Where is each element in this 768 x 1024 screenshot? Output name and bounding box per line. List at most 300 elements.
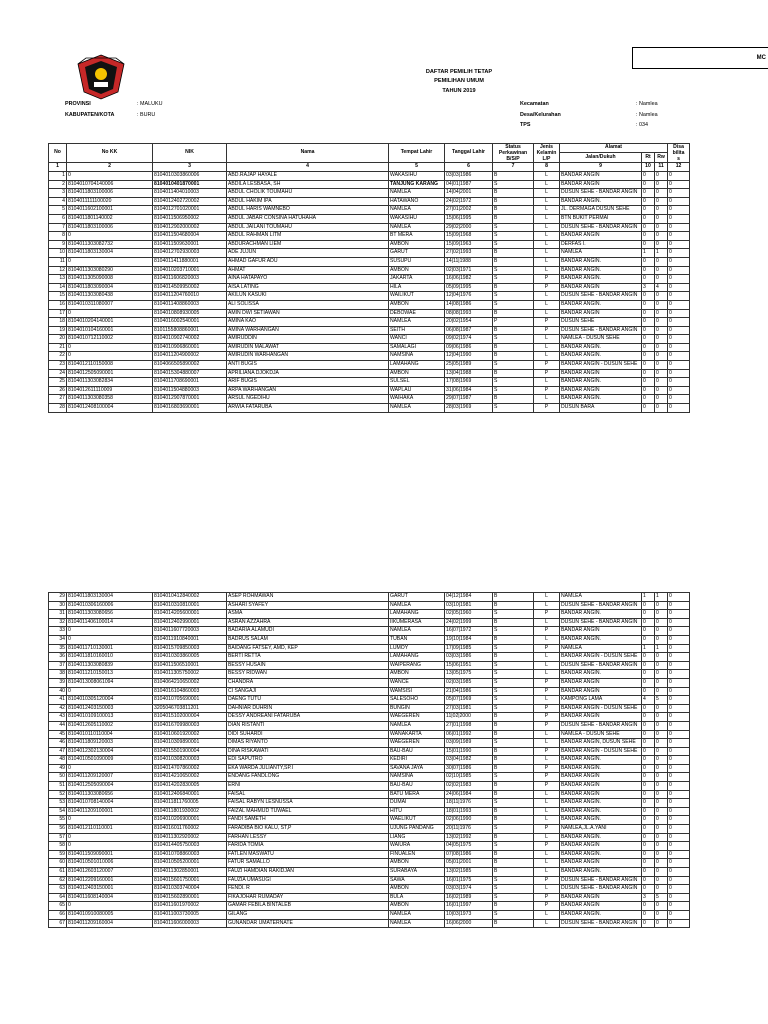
cell-no: 44 xyxy=(49,721,67,730)
cell-rw: 1 xyxy=(655,593,668,602)
cell-status: B xyxy=(493,352,534,361)
cell-disa: 0 xyxy=(668,790,690,799)
cell-no: 43 xyxy=(49,713,67,722)
cell-nik: 8104015602890001 xyxy=(153,893,227,902)
cell-rw: 0 xyxy=(655,172,668,181)
cell-status: B xyxy=(493,747,534,756)
cell-nik: 8104011811760005 xyxy=(153,799,227,808)
cell-status: B xyxy=(493,807,534,816)
cell-status: B xyxy=(493,782,534,791)
cell-no: 19 xyxy=(49,326,67,335)
colnum-3: 3 xyxy=(153,163,227,172)
cell-disa: 0 xyxy=(668,678,690,687)
cell-no: 25 xyxy=(49,378,67,387)
col-disa-line3: s xyxy=(677,156,680,162)
cell-tempat: TUBAN xyxy=(389,635,445,644)
cell-jalan: BANDAR ANGIN xyxy=(560,842,642,851)
table-body-2 xyxy=(49,593,690,928)
cell-tempat: HATAWANO xyxy=(389,197,445,206)
cell-nik: 8104010505200001 xyxy=(153,859,227,868)
cell-rt: 0 xyxy=(642,885,655,894)
cell-rw: 0 xyxy=(655,266,668,275)
cell-status: S xyxy=(493,240,534,249)
cell-no: 3 xyxy=(49,189,67,198)
cell-jalan: BANDAR ANGIN - DUSUN SEHE xyxy=(560,653,642,662)
cell-nokk: 8104011209120007 xyxy=(67,773,153,782)
cell-rt: 0 xyxy=(642,300,655,309)
col-disa-line2: bilita xyxy=(672,150,685,156)
cell-nokk: 8104011210150013 xyxy=(67,670,153,679)
col-disa-line1: Disa xyxy=(673,144,684,150)
cell-rt: 0 xyxy=(642,721,655,730)
cell-rw: 0 xyxy=(655,910,668,919)
cell-tempat: WAELIKUT xyxy=(389,816,445,825)
table-row xyxy=(49,876,690,885)
cell-no: 11 xyxy=(49,257,67,266)
cell-status: B xyxy=(493,172,534,181)
cell-nama: ARWIA FATARUBA xyxy=(227,404,389,413)
cell-status: S xyxy=(493,300,534,309)
colnum-2: 2 xyxy=(67,163,153,172)
cell-rt: 0 xyxy=(642,318,655,327)
cell-disa: 0 xyxy=(668,257,690,266)
cell-rw: 0 xyxy=(655,885,668,894)
cell-nokk: 8104011303082732 xyxy=(67,240,153,249)
cell-disa: 0 xyxy=(668,816,690,825)
cell-rw: 0 xyxy=(655,395,668,404)
cell-disa: 0 xyxy=(668,730,690,739)
cell-tanggal: 02|05|1960 xyxy=(445,610,493,619)
cell-no: 47 xyxy=(49,747,67,756)
cell-jk: P xyxy=(534,369,560,378)
cell-nama: DIDI SUHARDI xyxy=(227,730,389,739)
cell-rt: 0 xyxy=(642,773,655,782)
cell-disa: 0 xyxy=(668,601,690,610)
cell-tempat: WAIPERANG xyxy=(389,661,445,670)
cell-rt: 0 xyxy=(642,661,655,670)
cell-disa: 0 xyxy=(668,404,690,413)
cell-tanggal: 09|06|1986 xyxy=(445,343,493,352)
cell-nokk: 0 xyxy=(67,833,153,842)
table-row xyxy=(49,240,690,249)
table-row xyxy=(49,343,690,352)
table-body-1 xyxy=(49,172,690,413)
cell-jalan: BANDAR ANGIN - DUSUN SEHE xyxy=(560,361,642,370)
cell-no: 67 xyxy=(49,919,67,928)
cell-rt: 0 xyxy=(642,180,655,189)
cell-status: S xyxy=(493,842,534,851)
cell-status: B xyxy=(493,902,534,911)
cell-disa: 0 xyxy=(668,240,690,249)
cell-tempat: AMBON xyxy=(389,902,445,911)
cell-jk: L xyxy=(534,309,560,318)
cell-nokk: 8104011305090008 xyxy=(67,275,153,284)
cell-nokk: 8104011406100014 xyxy=(67,618,153,627)
cell-nama: DIAN RISTANTI xyxy=(227,721,389,730)
cell-rw: 0 xyxy=(655,206,668,215)
cell-jalan: BTN BUKIT PERMAI xyxy=(560,214,642,223)
cell-disa: 0 xyxy=(668,773,690,782)
provinsi-value: : MALUKU xyxy=(137,101,163,107)
cell-disa: 0 xyxy=(668,206,690,215)
table-row xyxy=(49,318,690,327)
cell-no: 22 xyxy=(49,352,67,361)
col-jenis-line3: L/P xyxy=(542,156,551,162)
cell-tempat: LAMAHANG xyxy=(389,653,445,662)
cell-nokk: 8104010311080007 xyxy=(67,300,153,309)
cell-tempat: WAPLAU xyxy=(389,386,445,395)
cell-disa: 0 xyxy=(668,180,690,189)
table-row xyxy=(49,825,690,834)
cell-jk: L xyxy=(534,635,560,644)
cell-rt: 1 xyxy=(642,644,655,653)
cell-nik: 8104010705690001 xyxy=(153,696,227,705)
cell-nik: 8104012907870001 xyxy=(153,395,227,404)
cell-jalan: DUSUN SEHE - BANDAR ANGIN xyxy=(560,919,642,928)
cell-status: B xyxy=(493,919,534,928)
cell-tempat: NAMLEA xyxy=(389,223,445,232)
cell-nik: 8104011504880003 xyxy=(153,386,227,395)
cell-nokk: 0 xyxy=(67,764,153,773)
table-row xyxy=(49,816,690,825)
cell-tanggal: 28|03|1969 xyxy=(445,404,493,413)
cell-nik: 8104016104860003 xyxy=(153,687,227,696)
cell-rt: 0 xyxy=(642,223,655,232)
cell-tanggal: 29|07|1987 xyxy=(445,395,493,404)
cell-tanggal: 05|09|1995 xyxy=(445,283,493,292)
cell-rw: 0 xyxy=(655,180,668,189)
cell-jk: P xyxy=(534,902,560,911)
cell-tanggal: 03|04|1982 xyxy=(445,756,493,765)
cell-disa: 0 xyxy=(668,352,690,361)
cell-jalan: BANDAR ANGIN. xyxy=(560,395,642,404)
table-row xyxy=(49,661,690,670)
cell-disa: 0 xyxy=(668,670,690,679)
cell-tanggal: 15|09|1968 xyxy=(445,232,493,241)
cell-nik: 8104016709980003 xyxy=(153,721,227,730)
cell-jk: P xyxy=(534,773,560,782)
cell-nama: FANDI SAMETH xyxy=(227,816,389,825)
cell-nokk: 8104012403150003 xyxy=(67,704,153,713)
cell-nik: 8104014202830005 xyxy=(153,782,227,791)
cell-tempat: FINUALEN xyxy=(389,850,445,859)
cell-jk: P xyxy=(534,627,560,636)
cell-jk: L xyxy=(534,249,560,258)
cell-nokk: 8104010501010006 xyxy=(67,859,153,868)
cell-nama: ARPA WARHANGAN xyxy=(227,386,389,395)
cell-status: B xyxy=(493,721,534,730)
cell-status: S xyxy=(493,627,534,636)
cell-jk: L xyxy=(534,696,560,705)
cell-disa: 0 xyxy=(668,189,690,198)
table-row xyxy=(49,696,690,705)
cell-status: S xyxy=(493,361,534,370)
cell-tanggal: 18|01|1993 xyxy=(445,807,493,816)
cell-disa: 0 xyxy=(668,833,690,842)
cell-rt: 0 xyxy=(642,799,655,808)
cell-no: 10 xyxy=(49,249,67,258)
cell-jalan: BANDAR ANGIN. xyxy=(560,910,642,919)
cell-status: S xyxy=(493,378,534,387)
cell-nokk: 8104012408100004 xyxy=(67,404,153,413)
cell-jk: L xyxy=(534,266,560,275)
cell-nokk: 8104011303080438 xyxy=(67,292,153,301)
table-row xyxy=(49,730,690,739)
cell-tempat: NAMLEA xyxy=(389,627,445,636)
cell-jalan: BANDAR ANGIN. xyxy=(560,764,642,773)
cell-nokk: 0 xyxy=(67,816,153,825)
cell-tanggal: 14|08|1986 xyxy=(445,300,493,309)
cell-nokk: 0 xyxy=(67,627,153,636)
col-nokk: No KK xyxy=(67,144,153,163)
cell-nama: FAIZAL MAHMUD TUWAEL xyxy=(227,807,389,816)
cell-rw: 0 xyxy=(655,378,668,387)
cell-nokk: 8104011602100001 xyxy=(67,206,153,215)
cell-rt: 0 xyxy=(642,670,655,679)
cell-status: S xyxy=(493,223,534,232)
cell-status: B xyxy=(493,197,534,206)
cell-jalan: BANDAR ANGIN xyxy=(560,790,642,799)
cell-jk: L xyxy=(534,730,560,739)
cell-tanggal: 02|10|1985 xyxy=(445,773,493,782)
cell-jk: L xyxy=(534,172,560,181)
col-nama: Nama xyxy=(227,144,389,163)
cell-status: B xyxy=(493,283,534,292)
cell-no: 1 xyxy=(49,172,67,181)
cell-rt: 0 xyxy=(642,859,655,868)
table-row xyxy=(49,618,690,627)
header-box-label: MC xyxy=(756,55,766,61)
kecamatan-label: Kecamatan xyxy=(520,101,549,107)
cell-tempat: LAMAHANG xyxy=(389,610,445,619)
cell-jalan: DUSUN SEHE - BANDAR ANGIN xyxy=(560,885,642,894)
col-no: No xyxy=(49,144,67,163)
cell-tanggal: 17|09|1985 xyxy=(445,644,493,653)
cell-jk: L xyxy=(534,816,560,825)
cell-no: 28 xyxy=(49,404,67,413)
cell-tempat: GARUT xyxy=(389,593,445,602)
cell-tanggal: 24|02|1972 xyxy=(445,197,493,206)
cell-no: 45 xyxy=(49,730,67,739)
cell-no: 33 xyxy=(49,627,67,636)
cell-disa: 0 xyxy=(668,292,690,301)
cell-nik: 8104010206900001 xyxy=(153,816,227,825)
cell-status: B xyxy=(493,206,534,215)
cell-nik: 8104014509950002 xyxy=(153,283,227,292)
cell-nama: ALI SOLISSA xyxy=(227,300,389,309)
cell-rw: 0 xyxy=(655,361,668,370)
cell-nama: BADARIA ALAMUDI xyxy=(227,627,389,636)
cell-tanggal: 24|02|1999 xyxy=(445,618,493,627)
cell-status: S xyxy=(493,670,534,679)
cell-no: 63 xyxy=(49,885,67,894)
cell-rt: 0 xyxy=(642,240,655,249)
cell-nama: AISA LATING xyxy=(227,283,389,292)
cell-disa: 0 xyxy=(668,627,690,636)
cell-no: 56 xyxy=(49,825,67,834)
cell-tanggal: 11|02|2000 xyxy=(445,713,493,722)
table-row xyxy=(49,842,690,851)
cell-jalan: DUSUN SEHE - BANDAR ANGIN xyxy=(560,292,642,301)
cell-disa: 0 xyxy=(668,300,690,309)
cell-status: S xyxy=(493,893,534,902)
cell-nama: DINA RISKAWATI xyxy=(227,747,389,756)
kecamatan-value: : Namlea xyxy=(636,101,658,107)
cell-jk: P xyxy=(534,644,560,653)
cell-status: B xyxy=(493,189,534,198)
cell-nik: 8104010412840002 xyxy=(153,593,227,602)
cell-nama: ABD.RAJAP HAYALE xyxy=(227,172,389,181)
col-jenis-line1: Jenis xyxy=(539,144,554,150)
cell-rt: 0 xyxy=(642,687,655,696)
cell-jalan: BANDAR ANGIN. xyxy=(560,756,642,765)
cell-no: 38 xyxy=(49,670,67,679)
cell-status: B xyxy=(493,593,534,602)
cell-status: S xyxy=(493,799,534,808)
cell-no: 52 xyxy=(49,790,67,799)
cell-disa: 0 xyxy=(668,343,690,352)
colnum-12: 12 xyxy=(668,163,690,172)
cell-disa: 0 xyxy=(668,395,690,404)
cell-status: B xyxy=(493,859,534,868)
cell-status: S xyxy=(493,404,534,413)
cell-nokk: 8104011710130001 xyxy=(67,644,153,653)
cell-jalan: DUSUN BARA xyxy=(560,404,642,413)
cell-rw: 0 xyxy=(655,678,668,687)
title-line-2: PEMILIHAN UMUM xyxy=(434,78,484,84)
cell-rt: 0 xyxy=(642,206,655,215)
cell-rw: 1 xyxy=(655,644,668,653)
cell-jk: P xyxy=(534,678,560,687)
cell-jk: P xyxy=(534,404,560,413)
cell-tempat: AMBON xyxy=(389,859,445,868)
cell-jk: P xyxy=(534,318,560,327)
cell-jalan: BANDAR ANGIN. xyxy=(560,833,642,842)
cell-tempat: SULSEL xyxy=(389,378,445,387)
cell-tanggal: 03|03|1974 xyxy=(445,885,493,894)
cell-nik: 8104011204900002 xyxy=(153,352,227,361)
cell-disa: 0 xyxy=(668,721,690,730)
cell-jk: L xyxy=(534,799,560,808)
cell-rw: 0 xyxy=(655,773,668,782)
cell-jalan: KAMPONG LAMA xyxy=(560,696,642,705)
table-row xyxy=(49,335,690,344)
cell-disa: 0 xyxy=(668,361,690,370)
cell-rw: 5 xyxy=(655,696,668,705)
cell-tanggal: 15|06|1951 xyxy=(445,661,493,670)
cell-no: 5 xyxy=(49,206,67,215)
table-row xyxy=(49,283,690,292)
cell-nokk: 8104010708140004 xyxy=(67,799,153,808)
cell-rt: 0 xyxy=(642,850,655,859)
cell-no: 39 xyxy=(49,678,67,687)
cell-jk: L xyxy=(534,223,560,232)
cell-tempat: SAWA xyxy=(389,876,445,885)
cell-rw: 0 xyxy=(655,842,668,851)
cell-tanggal: 24|06|1984 xyxy=(445,790,493,799)
table-row xyxy=(49,189,690,198)
cell-nokk: 8104010501090009 xyxy=(67,756,153,765)
cell-rt: 0 xyxy=(642,309,655,318)
cell-rt: 0 xyxy=(642,232,655,241)
cell-jk: L xyxy=(534,292,560,301)
cell-nokk: 0 xyxy=(67,172,153,181)
cell-rt: 0 xyxy=(642,842,655,851)
cell-nama: ASMA xyxy=(227,610,389,619)
cell-jk: P xyxy=(534,386,560,395)
cell-nik: 8104014210650002 xyxy=(153,773,227,782)
cell-tempat: AMBON xyxy=(389,369,445,378)
cell-jalan: DUSUN SEHE - BANDAR ANGIN xyxy=(560,661,642,670)
cell-jk: L xyxy=(534,790,560,799)
cell-tanggal: 16|02|1989 xyxy=(445,893,493,902)
cell-rt: 3 xyxy=(642,283,655,292)
cell-nik: 8104011003730005 xyxy=(153,910,227,919)
cell-status: S xyxy=(493,678,534,687)
cell-no: 64 xyxy=(49,893,67,902)
colnum-10: 10 xyxy=(642,163,655,172)
cell-nik: 8104011708690001 xyxy=(153,378,227,387)
cell-nama: ADE JUJUN xyxy=(227,249,389,258)
cell-tanggal: 05|07|1969 xyxy=(445,696,493,705)
cell-nokk: 8104012403150001 xyxy=(67,885,153,894)
cell-jk: P xyxy=(534,842,560,851)
cell-tanggal: 17|08|1969 xyxy=(445,378,493,387)
cell-rw: 0 xyxy=(655,661,668,670)
header-box xyxy=(632,47,768,69)
cell-nokk: 8104010305120004 xyxy=(67,696,153,705)
cell-tanggal: 14|04|2001 xyxy=(445,189,493,198)
cell-jalan: BANDAR ANGIN xyxy=(560,232,642,241)
cell-status: B xyxy=(493,635,534,644)
cell-nokk: 8104011608140004 xyxy=(67,893,153,902)
cell-nik: 8104015304880007 xyxy=(153,369,227,378)
cell-no: 61 xyxy=(49,868,67,877)
cell-tempat: UJUNG PANDANG xyxy=(389,825,445,834)
cell-status: S xyxy=(493,275,534,284)
cell-rw: 1 xyxy=(655,249,668,258)
cell-tempat: AMBON xyxy=(389,885,445,894)
cell-rw: 0 xyxy=(655,309,668,318)
table-row xyxy=(49,739,690,748)
cell-nama: ERNI xyxy=(227,782,389,791)
cell-nama: DAHNIAR DUHRIN xyxy=(227,704,389,713)
cell-jk: P xyxy=(534,704,560,713)
cell-tanggal: 04|12|1984 xyxy=(445,593,493,602)
cell-rw: 0 xyxy=(655,618,668,627)
cell-tempat: NAMSINA xyxy=(389,352,445,361)
cell-nama: ABDURACHMAN LIEM xyxy=(227,240,389,249)
cell-tempat: NAMLEA xyxy=(389,404,445,413)
cell-disa: 0 xyxy=(668,318,690,327)
cell-nik: 8104064210650002 xyxy=(153,678,227,687)
table-row xyxy=(49,687,690,696)
cell-jalan: NAMLEA xyxy=(560,593,642,602)
cell-jalan: DUSUN SEHE xyxy=(560,318,642,327)
cell-nik: 8104010401870001 xyxy=(153,180,227,189)
cell-nokk: 8104010110110004 xyxy=(67,730,153,739)
cell-tempat: WAIHAKA xyxy=(389,395,445,404)
cell-status: S xyxy=(493,661,534,670)
cell-rw: 0 xyxy=(655,335,668,344)
tps-value: : 034 xyxy=(636,122,648,128)
col-jenis-kelamin xyxy=(534,144,560,163)
cell-jk: L xyxy=(534,206,560,215)
cell-disa: 0 xyxy=(668,232,690,241)
cell-disa: 0 xyxy=(668,764,690,773)
cell-rw: 0 xyxy=(655,859,668,868)
cell-jalan: BANDAR ANGIN xyxy=(560,627,642,636)
